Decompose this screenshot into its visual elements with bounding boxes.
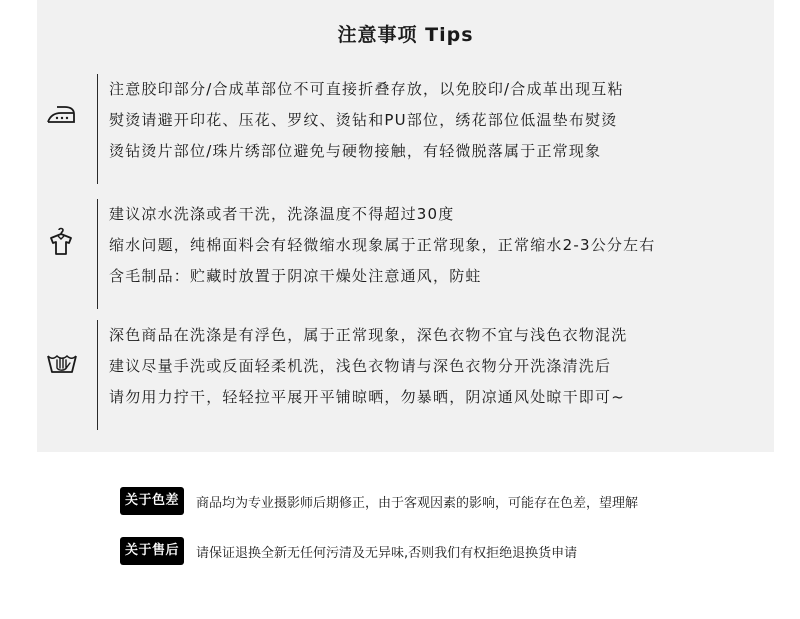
section-divider <box>97 320 98 430</box>
tip-line: 熨烫请避开印花、压花、罗纹、烫钻和PU部位，绣花部位低温垫布熨烫 <box>109 111 618 129</box>
section-divider <box>97 199 98 309</box>
tip-line: 建议凉水洗涤或者干洗，洗涤温度不得超过30度 <box>109 205 455 223</box>
tip-line: 含毛制品：贮藏时放置于阴凉干燥处注意通风，防蛀 <box>109 267 482 285</box>
notice-badge: 关于售后 <box>120 537 184 565</box>
tip-line: 烫钻烫片部位/珠片绣部位避免与硬物接触，有轻微脱落属于正常现象 <box>109 142 602 160</box>
care-tips-panel <box>37 0 774 452</box>
tips-section-hand-wash <box>37 320 774 430</box>
notice-text: 商品均为专业摄影师后期修正，由于客观因素的影响，可能存在色差，望理解 <box>196 495 639 511</box>
tips-section-ironing <box>37 74 774 184</box>
notice-badge: 关于色差 <box>120 487 184 515</box>
color-difference-notice <box>120 487 638 515</box>
tip-line: 注意胶印部分/合成革部位不可直接折叠存放，以免胶印/合成革出现互粘 <box>109 80 624 98</box>
notice-text: 请保证退换全新无任何污清及无异味,否则我们有权拒绝退换货申请 <box>196 545 578 561</box>
tips-section-washing <box>37 199 774 309</box>
tip-line: 请勿用力拧干，轻轻拉平展开平铺晾晒，勿暴晒，阴凉通风处晾干即可~ <box>109 388 625 406</box>
iron-icon <box>45 100 77 128</box>
page-title: 注意事项 Tips <box>337 24 474 46</box>
tip-line: 建议尽量手洗或反面轻柔机洗，浅色衣物请与深色衣物分开洗涤清洗后 <box>109 357 612 375</box>
section-divider <box>97 74 98 184</box>
after-sales-notice <box>120 537 577 565</box>
hand-wash-icon <box>45 346 77 374</box>
shirt-hanger-icon <box>45 225 77 253</box>
tip-line: 缩水问题，纯棉面料会有轻微缩水现象属于正常现象，正常缩水2-3公分左右 <box>109 236 656 254</box>
tip-line: 深色商品在洗涤是有浮色，属于正常现象，深色衣物不宜与浅色衣物混洗 <box>109 326 628 344</box>
